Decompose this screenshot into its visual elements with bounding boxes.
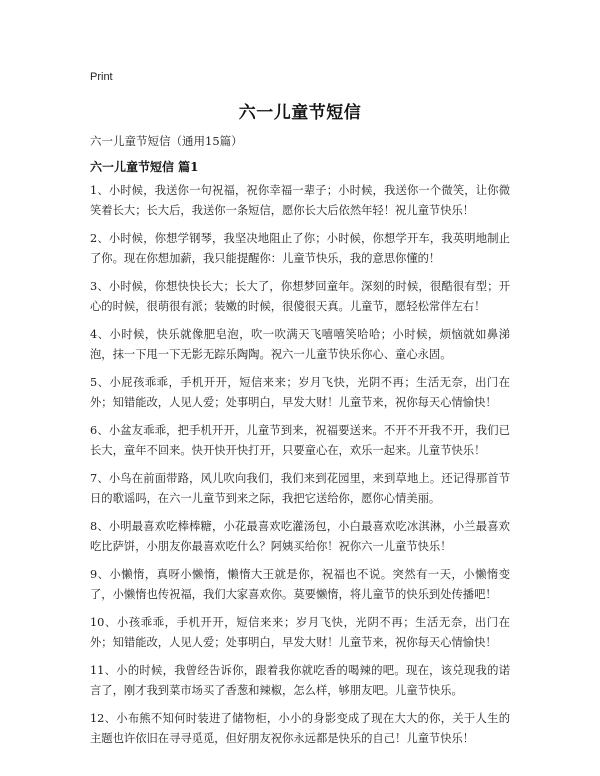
message-item-6: 6、小盆友乖乖，把手机开开，儿童节到来，祝福要送来。不开不开我不开，我们已长大，童年不回来。快开快开快打开，只要童心在，欢乐一起来。儿童节快乐！ bbox=[90, 424, 510, 457]
section-heading: 六一儿童节短信 篇1 bbox=[90, 160, 199, 174]
message-item-1: 1、小时候，我送你一句祝福，祝你幸福一辈子；小时候，我送你一个微笑，让你微笑着长大；长大后，我送你一条短信，愿你长大后依然年轻！祝儿童节快乐！ bbox=[90, 184, 510, 217]
message-item-7: 7、小鸟在前面带路，风儿吹向我们，我们来到花园里，来到草地上。还记得那首节日的歌谣吗，在六一儿童节到来之际，我把它送给你，愿你心情美丽。 bbox=[90, 472, 510, 505]
message-item-12: 12、小布熊不知何时装进了储物柜，小小的身影变成了现在大大的你，关于人生的主题也许依旧在寻寻觅觅，但好朋友祝你永远都是快乐的自己！儿童节快乐！ bbox=[90, 712, 510, 745]
message-item-2: 2、小时候，你想学钢琴，我坚决地阻止了你；小时候，你想学开车，我英明地制止了你。现在你想加薪，我只能提醒你：儿童节快乐，我的意思你懂的！ bbox=[90, 232, 510, 265]
message-list bbox=[90, 181, 510, 757]
message-item-9: 9、小懒惰，真呀小懒惰，懒惰大王就是你，祝福也不说。突然有一天，小懒惰变了，小懒惰也传祝福，我们大家喜欢你。莫要懒惰，将儿童节的快乐到处传播吧！ bbox=[90, 568, 510, 601]
message-item-8: 8、小明最喜欢吃棒棒糖，小花最喜欢吃灌汤包，小白最喜欢吃冰淇淋，小兰最喜欢吃比萨饼，小朋友你最喜欢吃什么？阿姨买给你！祝你六一儿童节快乐！ bbox=[90, 520, 510, 553]
message-item-10: 10、小孩乖乖，手机开开，短信来来；岁月飞快，光阴不再；生活无奈，出门在外；知错能改，人见人爱；处事明白，早发大财！儿童节来，祝你每天心情愉快！ bbox=[90, 616, 510, 649]
message-item-4: 4、小时候，快乐就像肥皂泡，吹一吹满天飞嘻嘻笑哈哈；小时候，烦恼就如鼻涕泡，抹一下甩一下无影无踪乐陶陶。祝六一儿童节快乐你心、童心永固。 bbox=[90, 328, 510, 361]
document-subtitle: 六一儿童节短信（通用15篇） bbox=[90, 134, 243, 148]
message-item-3: 3、小时候，你想快快长大；长大了，你想梦回童年。深刻的时候，很酷很有型；开心的时候，很萌很有派；装嫩的时候，很傻很天真。儿童节，愿轻松常伴左右！ bbox=[90, 280, 510, 313]
message-item-5: 5、小屁孩乖乖，手机开开，短信来来；岁月飞快，光阴不再；生活无奈，出门在外；知错能改，人见人爱；处事明白，早发大财！儿童节来，祝你每天心情愉快！ bbox=[90, 376, 510, 409]
message-item-11: 11、小的时候，我曾经告诉你，跟着我你就吃香的喝辣的吧。现在，该兑现我的诺言了，刚才我到菜市场买了香葱和辣椒，怎么样，够朋友吧。儿童节快乐。 bbox=[90, 664, 510, 697]
page-title: 六一儿童节短信 bbox=[238, 103, 362, 123]
print-link[interactable]: Print bbox=[90, 71, 113, 83]
